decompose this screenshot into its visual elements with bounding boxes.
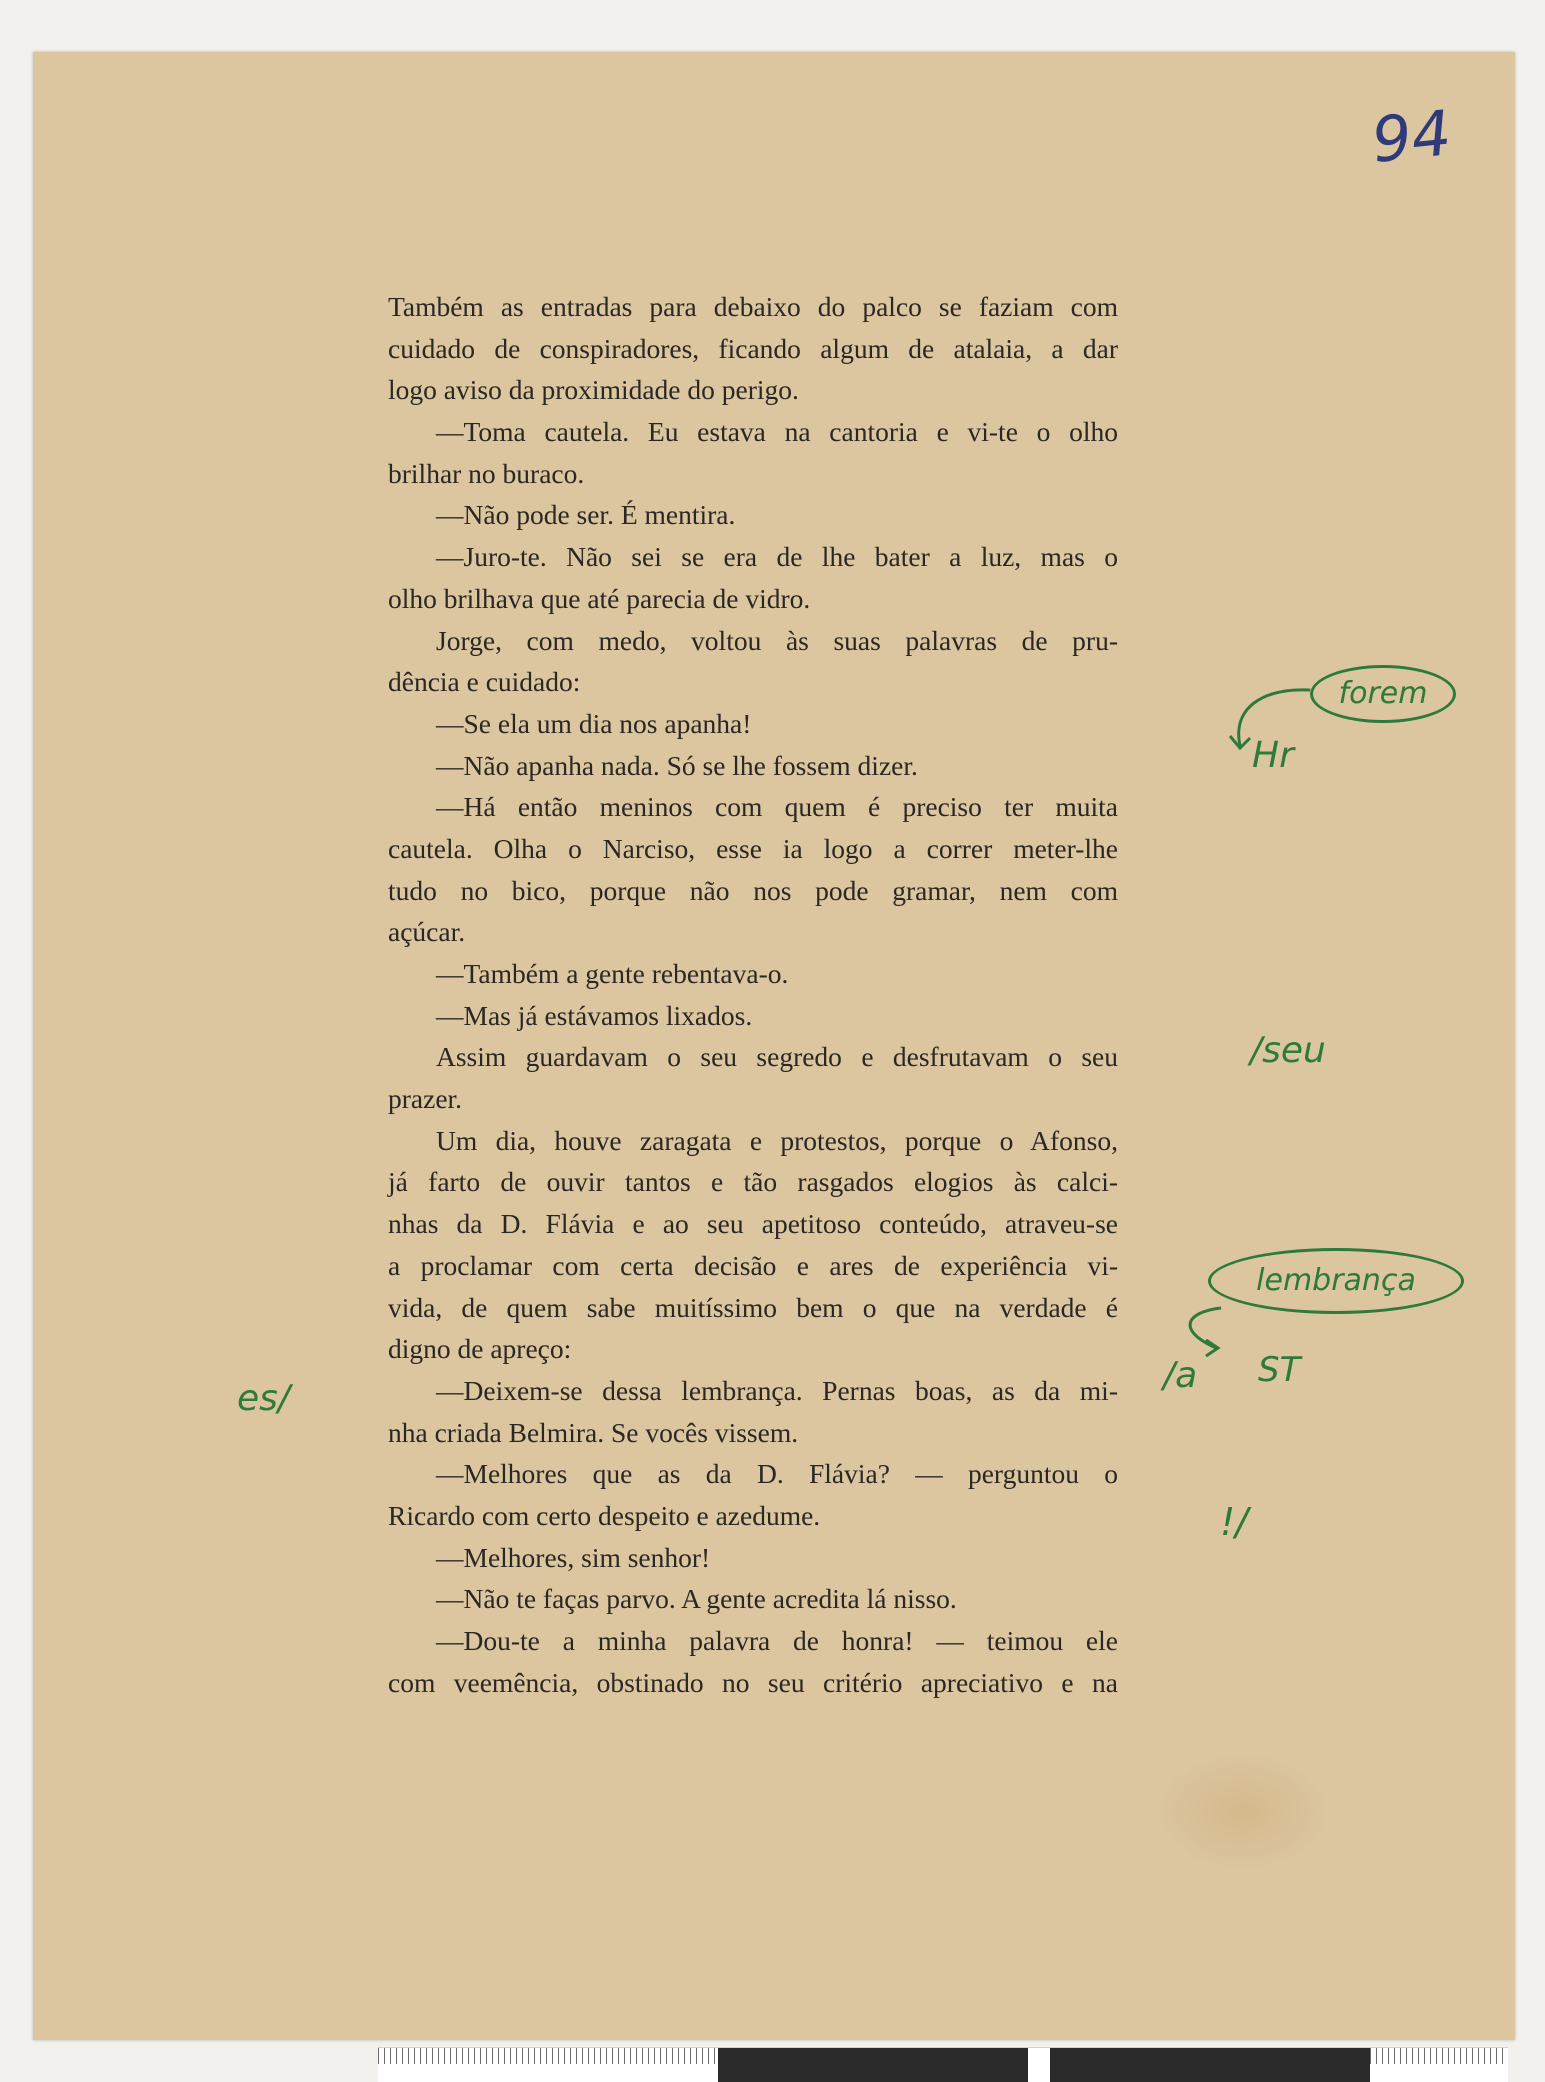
text-line: Também as entradas para debaixo do palco se faziam com bbox=[388, 291, 1118, 322]
text-line: logo aviso da proximidade do perigo. bbox=[388, 374, 799, 406]
paper-stain bbox=[1153, 1752, 1333, 1872]
margin-note-st: ST bbox=[1258, 1350, 1301, 1390]
margin-note-exclamation: !/ bbox=[1220, 1500, 1249, 1544]
text-line: Assim guardavam o seu segredo e desfrutavam o seu bbox=[436, 1041, 1118, 1073]
text-line: nha criada Belmira. Se vocês vissem. bbox=[388, 1416, 799, 1448]
text-line: tudo no bico, porque não nos pode gramar, nem com bbox=[388, 874, 1118, 906]
text-line: brilhar no buraco. bbox=[388, 457, 585, 489]
text-line: —Também a gente rebentava-o. bbox=[436, 958, 789, 989]
text-line: —Mas já estávamos lixados. bbox=[436, 999, 753, 1031]
text-line: —Não apanha nada. Só se lhe fossem dizer. bbox=[436, 749, 918, 781]
text-line: digno de apreço: bbox=[388, 1333, 572, 1365]
arrow-icon bbox=[1166, 1300, 1246, 1360]
text-line: a proclamar com certa decisão e ares de experiência vi- bbox=[388, 1249, 1118, 1281]
text-line: —Juro-te. Não sei se era de lhe bater a luz, mas o bbox=[436, 541, 1118, 573]
ruler-ticks bbox=[378, 2048, 718, 2064]
ruler-dark-band bbox=[718, 2048, 1028, 2082]
text-line: com veemência, obstinado no seu critério apreciativo e na bbox=[388, 1666, 1118, 1698]
margin-note-ja: /a bbox=[1163, 1355, 1198, 1396]
typed-text-block bbox=[388, 286, 1118, 1703]
text-line: olho brilhava que até parecia de vidro. bbox=[388, 582, 811, 614]
text-line: Jorge, com medo, voltou às suas palavras de pru- bbox=[436, 624, 1118, 656]
text-line: já farto de ouvir tantos e tão rasgados elogios às calci- bbox=[388, 1166, 1118, 1198]
text-line: dência e cuidado: bbox=[388, 666, 581, 698]
text-line: —Há então meninos com quem é preciso ter muita bbox=[436, 791, 1118, 823]
text-line: —Se ela um dia nos apanha! bbox=[436, 707, 752, 739]
ruler-dark-band bbox=[1050, 2048, 1370, 2082]
text-line: cautela. Olha o Narciso, esse ia logo a correr meter-lhe bbox=[388, 832, 1118, 864]
text-line: Ricardo com certo despeito e azedume. bbox=[388, 1499, 821, 1531]
margin-note-seu: /seu bbox=[1250, 1030, 1326, 1071]
ruler-ticks bbox=[1370, 2048, 1508, 2064]
margin-note-hr: Hr bbox=[1252, 735, 1294, 776]
scale-ruler bbox=[378, 2047, 1508, 2082]
text-line: vida, de quem sabe muitíssimo bem o que na verdade é bbox=[388, 1291, 1118, 1323]
text-line: —Não te faças parvo. A gente acredita lá nisso. bbox=[436, 1583, 957, 1615]
text-line: —Melhores que as da D. Flávia? — perguntou o bbox=[436, 1458, 1118, 1490]
text-line: prazer. bbox=[388, 1083, 463, 1115]
margin-note-lembranca: lembrança bbox=[1208, 1248, 1464, 1314]
text-line: —Toma cautela. Eu estava na cantoria e vi-te o olho bbox=[436, 416, 1118, 448]
text-line: —Melhores, sim senhor! bbox=[436, 1541, 711, 1573]
text-line: Um dia, houve zaragata e protestos, porque o Afonso, bbox=[436, 1124, 1118, 1156]
text-line: —Dou-te a minha palavra de honra! — teimou ele bbox=[436, 1625, 1118, 1656]
margin-note-forem: forem bbox=[1310, 665, 1456, 723]
text-line: cuidado de conspiradores, ficando algum de atalaia, a dar bbox=[388, 332, 1118, 364]
text-line: açúcar. bbox=[388, 916, 466, 948]
text-line: —Não pode ser. É mentira. bbox=[436, 499, 736, 531]
margin-note-es: es/ bbox=[237, 1378, 291, 1419]
page-number: 94 bbox=[1368, 96, 1455, 177]
text-line: —Deixem-se dessa lembrança. Pernas boas, as da mi- bbox=[436, 1374, 1118, 1406]
text-line: nhas da D. Flávia e ao seu apetitoso conteúdo, atraveu-se bbox=[388, 1208, 1118, 1240]
